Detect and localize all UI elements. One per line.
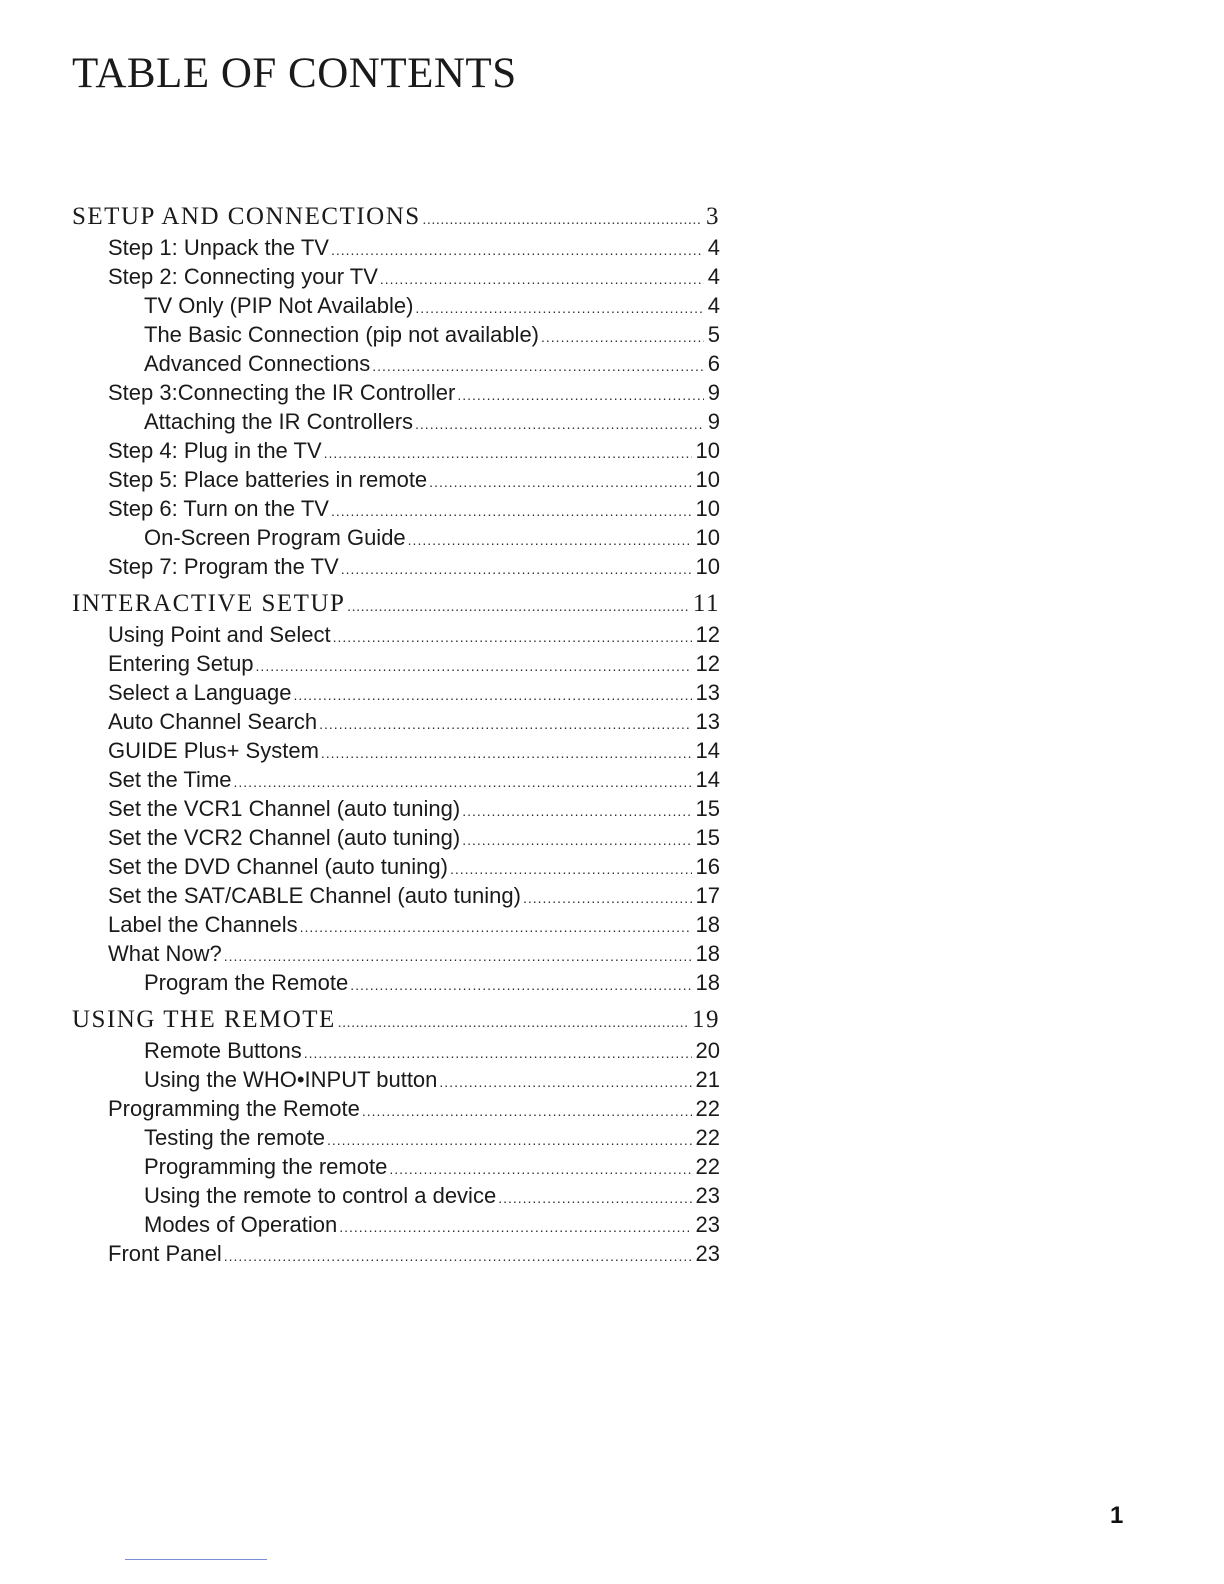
toc-section [72, 587, 720, 997]
toc-entry[interactable] [72, 1210, 720, 1239]
toc-entry-label: Program the Remote [144, 970, 349, 995]
toc-entry-label: Entering Setup [108, 651, 254, 676]
toc-entry-label: Auto Channel Search [108, 709, 318, 734]
dot-leader [339, 1210, 691, 1242]
dot-leader [327, 1123, 692, 1155]
dot-leader [256, 649, 692, 681]
toc-entry-label: On-Screen Program Guide [144, 525, 406, 550]
toc-entry-page: 9 [707, 380, 720, 405]
toc-entry-page: 3 [706, 203, 720, 230]
toc-entry-page: 10 [695, 438, 720, 463]
toc-entry[interactable] [72, 1123, 720, 1152]
toc-entry-label: Using the remote to control a device [144, 1183, 497, 1208]
dot-leader [324, 436, 692, 468]
toc-entry-page: 14 [695, 738, 720, 763]
dot-leader [333, 620, 692, 652]
toc-entry-page: 23 [695, 1241, 720, 1266]
dot-leader [331, 233, 704, 265]
dot-leader [321, 736, 692, 768]
toc-entry[interactable] [72, 620, 720, 649]
dot-leader [224, 939, 692, 971]
dot-leader [523, 881, 692, 913]
dot-leader [408, 523, 692, 555]
toc-entry-label: The Basic Connection (pip not available) [144, 322, 540, 347]
toc-entry[interactable] [72, 378, 720, 407]
toc-entry[interactable] [72, 320, 720, 349]
toc-section [72, 1003, 720, 1268]
toc-entry-label: Set the VCR2 Channel (auto tuning) [108, 825, 461, 850]
dot-leader [415, 291, 703, 323]
toc-entry-page: 13 [695, 680, 720, 705]
toc-entry-label: Label the Channels [108, 912, 298, 937]
toc-entry-page: 22 [695, 1154, 720, 1179]
toc-entry[interactable] [72, 736, 720, 765]
toc-entry-label: Set the VCR1 Channel (auto tuning) [108, 796, 461, 821]
toc-entry-label: Using Point and Select [108, 622, 331, 647]
toc-entry[interactable] [72, 1181, 720, 1210]
toc-entry[interactable] [72, 465, 720, 494]
dot-leader [350, 968, 691, 1000]
toc-entry-page: 21 [695, 1067, 720, 1092]
dot-leader [347, 587, 689, 624]
dot-leader [362, 1094, 692, 1126]
toc-entry[interactable] [72, 794, 720, 823]
toc-entry[interactable] [72, 707, 720, 736]
toc-entry[interactable] [72, 852, 720, 881]
toc-entry-page: 6 [707, 351, 720, 376]
toc-entry-label: Select a Language [108, 680, 292, 705]
toc-entry-page: 4 [707, 235, 720, 260]
toc-entry[interactable] [72, 1036, 720, 1065]
toc-entry[interactable] [72, 552, 720, 581]
toc-entry[interactable] [72, 262, 720, 291]
toc-entry[interactable] [72, 881, 720, 910]
toc-entry-label: Step 4: Plug in the TV [108, 438, 322, 463]
toc-section-heading[interactable] [72, 200, 720, 233]
toc-entry-label: Set the Time [108, 767, 232, 792]
toc-entry-page: 20 [695, 1038, 720, 1063]
toc-entry[interactable] [72, 494, 720, 523]
toc-entry[interactable] [72, 910, 720, 939]
dot-leader [294, 678, 692, 710]
page-number: 1 [1110, 1502, 1124, 1529]
toc-entry-label: Step 6: Turn on the TV [108, 496, 329, 521]
toc-entry-page: 18 [695, 941, 720, 966]
toc-entry-page: 5 [707, 322, 720, 347]
dot-leader [234, 765, 692, 797]
toc-entry-label: Remote Buttons [144, 1038, 302, 1063]
table-of-contents [72, 200, 720, 1274]
toc-entry-label: GUIDE Plus+ System [108, 738, 319, 763]
toc-entry-page: 22 [695, 1096, 720, 1121]
dot-leader [331, 494, 692, 526]
toc-entry[interactable] [72, 649, 720, 678]
dot-leader [462, 823, 691, 855]
toc-entry[interactable] [72, 1152, 720, 1181]
toc-entry-page: 17 [695, 883, 720, 908]
toc-entry-label: Advanced Connections [144, 351, 371, 376]
toc-entry[interactable] [72, 523, 720, 552]
toc-entry-page: 15 [695, 825, 720, 850]
toc-entry-page: 10 [695, 496, 720, 521]
dot-leader [372, 349, 703, 381]
toc-entry-label: INTERACTIVE SETUP [72, 590, 346, 617]
toc-entry-label: Modes of Operation [144, 1212, 338, 1237]
toc-entry-page: 9 [707, 409, 720, 434]
toc-entry-label: USING THE REMOTE [72, 1006, 336, 1033]
toc-entry-label: Testing the remote [144, 1125, 325, 1150]
dot-leader [338, 1003, 688, 1040]
toc-entry-page: 18 [695, 912, 720, 937]
toc-entry-label: Step 1: Unpack the TV [108, 235, 329, 260]
toc-entry-page: 4 [707, 293, 720, 318]
toc-entry-page: 12 [695, 622, 720, 647]
toc-entry-page: 14 [695, 767, 720, 792]
toc-entry-page: 22 [695, 1125, 720, 1150]
toc-entry[interactable] [72, 1065, 720, 1094]
dot-leader [439, 1065, 691, 1097]
toc-entry-page: 15 [695, 796, 720, 821]
toc-section [72, 200, 720, 581]
toc-entry-label: Step 2: Connecting your TV [108, 264, 378, 289]
toc-entry-label: Front Panel [108, 1241, 222, 1266]
dot-leader [319, 707, 691, 739]
toc-entry-page: 18 [695, 970, 720, 995]
toc-entry-label: Step 7: Program the TV [108, 554, 339, 579]
toc-entry-label: Set the SAT/CABLE Channel (auto tuning) [108, 883, 521, 908]
toc-entry[interactable] [72, 1094, 720, 1123]
toc-entry[interactable] [72, 968, 720, 997]
toc-entry[interactable] [72, 678, 720, 707]
toc-entry[interactable] [72, 823, 720, 852]
dot-leader [462, 794, 691, 826]
toc-section-heading[interactable] [72, 587, 720, 620]
toc-entry-page: 19 [692, 1006, 720, 1033]
toc-entry-label: Step 5: Place batteries in remote [108, 467, 428, 492]
toc-entry-page: 13 [695, 709, 720, 734]
toc-entry-page: 11 [692, 590, 720, 617]
dot-leader [450, 852, 692, 884]
dot-leader [380, 262, 704, 294]
toc-entry[interactable] [72, 407, 720, 436]
toc-section-heading[interactable] [72, 1003, 720, 1036]
dot-leader [423, 200, 702, 237]
toc-entry-label: SETUP AND CONNECTIONS [72, 203, 421, 230]
dot-leader [541, 320, 704, 352]
toc-entry-label: Programming the Remote [108, 1096, 360, 1121]
toc-entry-page: 16 [695, 854, 720, 879]
toc-entry[interactable] [72, 1239, 720, 1268]
toc-entry-label: Attaching the IR Controllers [144, 409, 414, 434]
toc-entry-label: Set the DVD Channel (auto tuning) [108, 854, 448, 879]
toc-entry[interactable] [72, 349, 720, 378]
toc-entry-page: 10 [695, 467, 720, 492]
dot-leader [341, 552, 692, 584]
toc-entry-label: Step 3:Connecting the IR Controller [108, 380, 456, 405]
toc-entry[interactable] [72, 291, 720, 320]
dot-leader [429, 465, 691, 497]
toc-entry-label: What Now? [108, 941, 222, 966]
toc-entry-label: TV Only (PIP Not Available) [144, 293, 414, 318]
dot-leader [415, 407, 704, 439]
toc-entry-page: 10 [695, 525, 720, 550]
toc-entry-page: 10 [695, 554, 720, 579]
dot-leader [300, 910, 692, 942]
dot-leader [224, 1239, 692, 1271]
toc-entry-page: 12 [695, 651, 720, 676]
dot-leader [304, 1036, 692, 1068]
dot-leader [457, 378, 703, 410]
toc-entry[interactable] [72, 765, 720, 794]
dot-leader [498, 1181, 691, 1213]
toc-entry[interactable] [72, 939, 720, 968]
toc-entry-page: 4 [707, 264, 720, 289]
page-title: TABLE OF CONTENTS [72, 50, 517, 97]
toc-entry-page: 23 [695, 1183, 720, 1208]
toc-entry[interactable] [72, 436, 720, 465]
footer-rule [125, 1559, 267, 1560]
toc-entry[interactable] [72, 233, 720, 262]
toc-entry-page: 23 [695, 1212, 720, 1237]
dot-leader [389, 1152, 691, 1184]
toc-entry-label: Programming the remote [144, 1154, 388, 1179]
toc-entry-label: Using the WHO•INPUT button [144, 1067, 438, 1092]
